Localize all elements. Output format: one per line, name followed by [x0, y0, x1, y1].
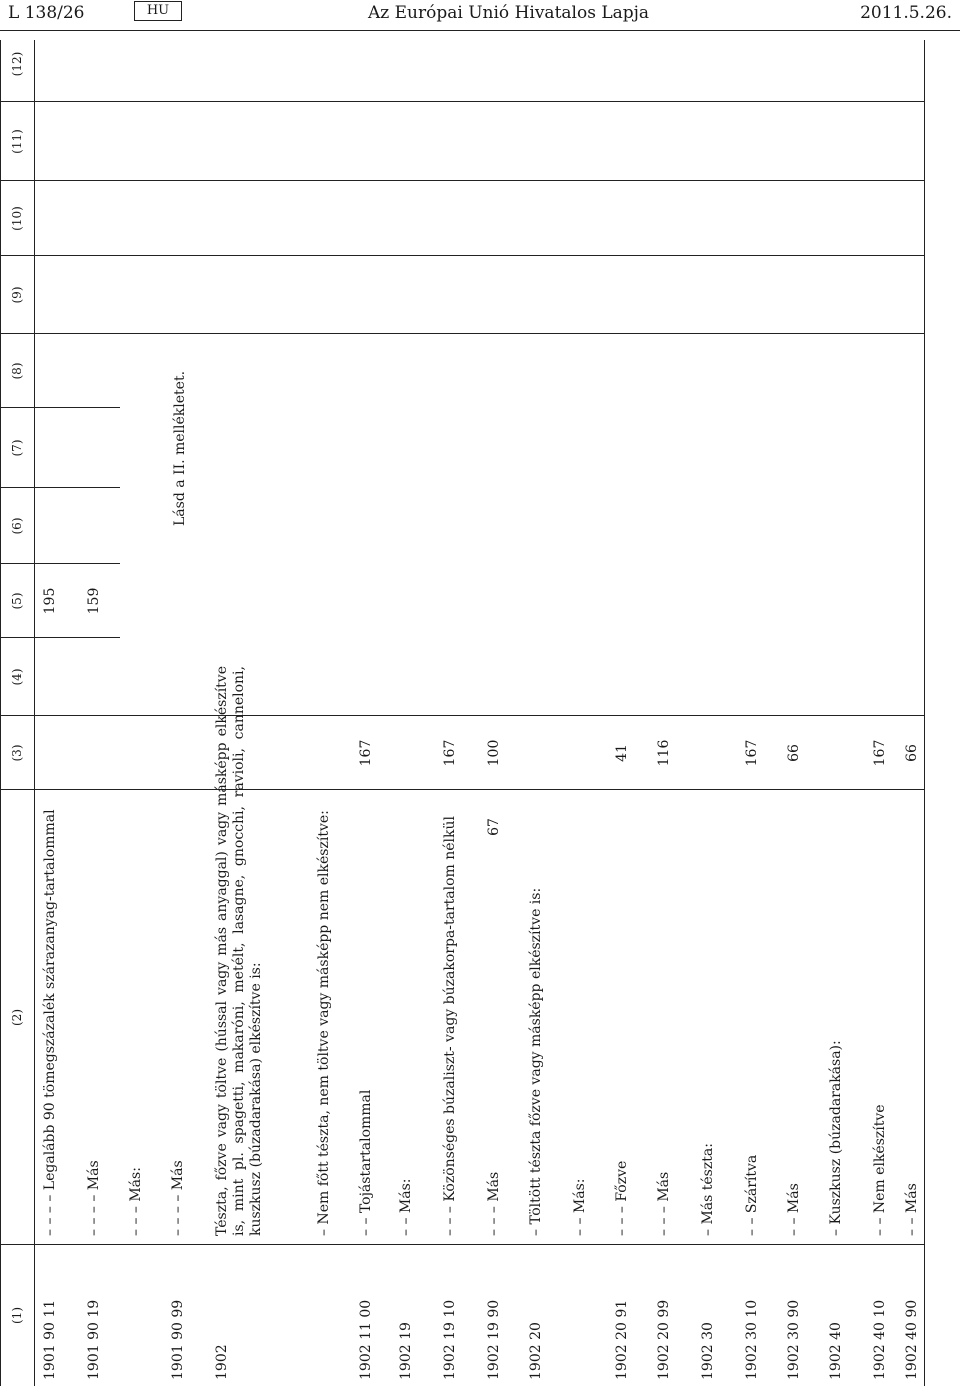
col-divider — [0, 255, 925, 256]
cn-code: 1902 19 90 — [486, 1299, 502, 1380]
description: – – Más: — [398, 1178, 414, 1236]
cn-code: 1902 40 10 — [872, 1299, 888, 1380]
cn-code: 1902 30 — [700, 1322, 716, 1380]
cn-code: 1902 11 00 — [358, 1299, 374, 1380]
description: – – – – Legalább 90 tömegszázalék szárazanyag-tartalommal — [42, 809, 58, 1236]
col-header: (7) — [10, 439, 24, 457]
page-reference: L 138/26 — [8, 3, 85, 23]
description: – – – Közönséges búzaliszt- vagy búzakorpa-tartalom nélkül — [442, 815, 458, 1236]
description: – – – Más — [486, 1171, 502, 1236]
description: – – – Főzve — [614, 1160, 630, 1236]
col-header: (8) — [10, 362, 24, 380]
description: – – Más — [904, 1183, 920, 1236]
col-divider — [0, 180, 925, 181]
value-col4: 167 — [872, 739, 888, 767]
description: – Más tészta: — [700, 1143, 716, 1236]
col-divider — [0, 101, 925, 102]
language-badge: HU — [134, 1, 182, 21]
page-header — [0, 0, 960, 30]
value-col3: 67 — [486, 818, 502, 836]
value-col4: 167 — [744, 739, 760, 767]
col-header: (10) — [10, 206, 24, 231]
description: – Töltött tészta főzve vagy másképp elkészítve is: — [528, 887, 544, 1236]
description: – – Tojástartalommal — [358, 1089, 374, 1236]
cn-code: 1901 90 11 — [42, 1299, 58, 1380]
value-col4: 66 — [904, 744, 920, 762]
description: Tészta, főzve vagy töltve (hússal vagy más anyaggal) vagy másképp elkészítve is, mint pl. spagetti, makaróni, metélt, lasagne, gnocchi, ravioli, canneloni, kuszkusz (búzadarakása) elkészítve is: — [214, 666, 264, 1236]
value-col4: 167 — [442, 739, 458, 767]
col-header: (1) — [10, 1307, 24, 1324]
table-bottom-border — [924, 40, 925, 1386]
description: – Nem főtt tészta, nem töltve vagy másképp nem elkészítve: — [316, 810, 332, 1236]
col-header: (9) — [10, 286, 24, 304]
header-rule — [0, 30, 960, 31]
col-header: (11) — [10, 129, 24, 154]
table-header-border — [34, 40, 35, 1386]
cn-code: 1902 20 — [528, 1322, 544, 1380]
description: – – – – Más — [170, 1160, 186, 1236]
tariff-table — [0, 40, 925, 1386]
cn-code: 1902 30 10 — [744, 1299, 760, 1380]
cn-code: 1902 — [214, 1344, 230, 1380]
value-col4: 66 — [786, 744, 802, 762]
col-divider — [0, 1244, 925, 1245]
description: – – – – Más — [86, 1160, 102, 1236]
col-header: (4) — [10, 668, 24, 686]
description: – Kuszkusz (búzadarakása): — [828, 1040, 844, 1236]
cn-code: 1901 90 19 — [86, 1299, 102, 1380]
col-divider — [0, 333, 925, 334]
description: – – – Más: — [128, 1167, 144, 1236]
cn-code: 1902 40 90 — [904, 1299, 920, 1380]
col-header: (5) — [10, 592, 24, 610]
cn-code: 1901 90 99 — [170, 1299, 186, 1380]
annex-note: Lásd a II. mellékletet. — [172, 370, 188, 526]
cn-code: 1902 30 90 — [786, 1299, 802, 1380]
cn-code: 1902 19 10 — [442, 1299, 458, 1380]
cn-code: 1902 20 91 — [614, 1299, 630, 1380]
description: – – Más: — [572, 1178, 588, 1236]
col-header: (2) — [10, 1009, 24, 1026]
journal-title: Az Európai Unió Hivatalos Lapja — [368, 3, 650, 23]
value-col6: 159 — [86, 587, 102, 615]
value-col4: 100 — [486, 739, 502, 767]
publication-date: 2011.5.26. — [860, 3, 952, 23]
cn-code: 1902 20 99 — [656, 1299, 672, 1380]
value-col4: 167 — [358, 739, 374, 767]
col-header: (3) — [10, 744, 24, 762]
description: – – – Más — [656, 1171, 672, 1236]
cn-code: 1902 19 — [398, 1322, 414, 1380]
description: – – Nem elkészítve — [872, 1104, 888, 1236]
col-header: (6) — [10, 517, 24, 535]
description: – – Szárítva — [744, 1154, 760, 1236]
value-col6: 195 — [42, 587, 58, 615]
value-col4: 116 — [656, 739, 672, 767]
cn-code: 1902 40 — [828, 1322, 844, 1380]
value-col4: 41 — [614, 744, 630, 762]
description: – – Más — [786, 1183, 802, 1236]
col-header: (12) — [10, 51, 24, 77]
